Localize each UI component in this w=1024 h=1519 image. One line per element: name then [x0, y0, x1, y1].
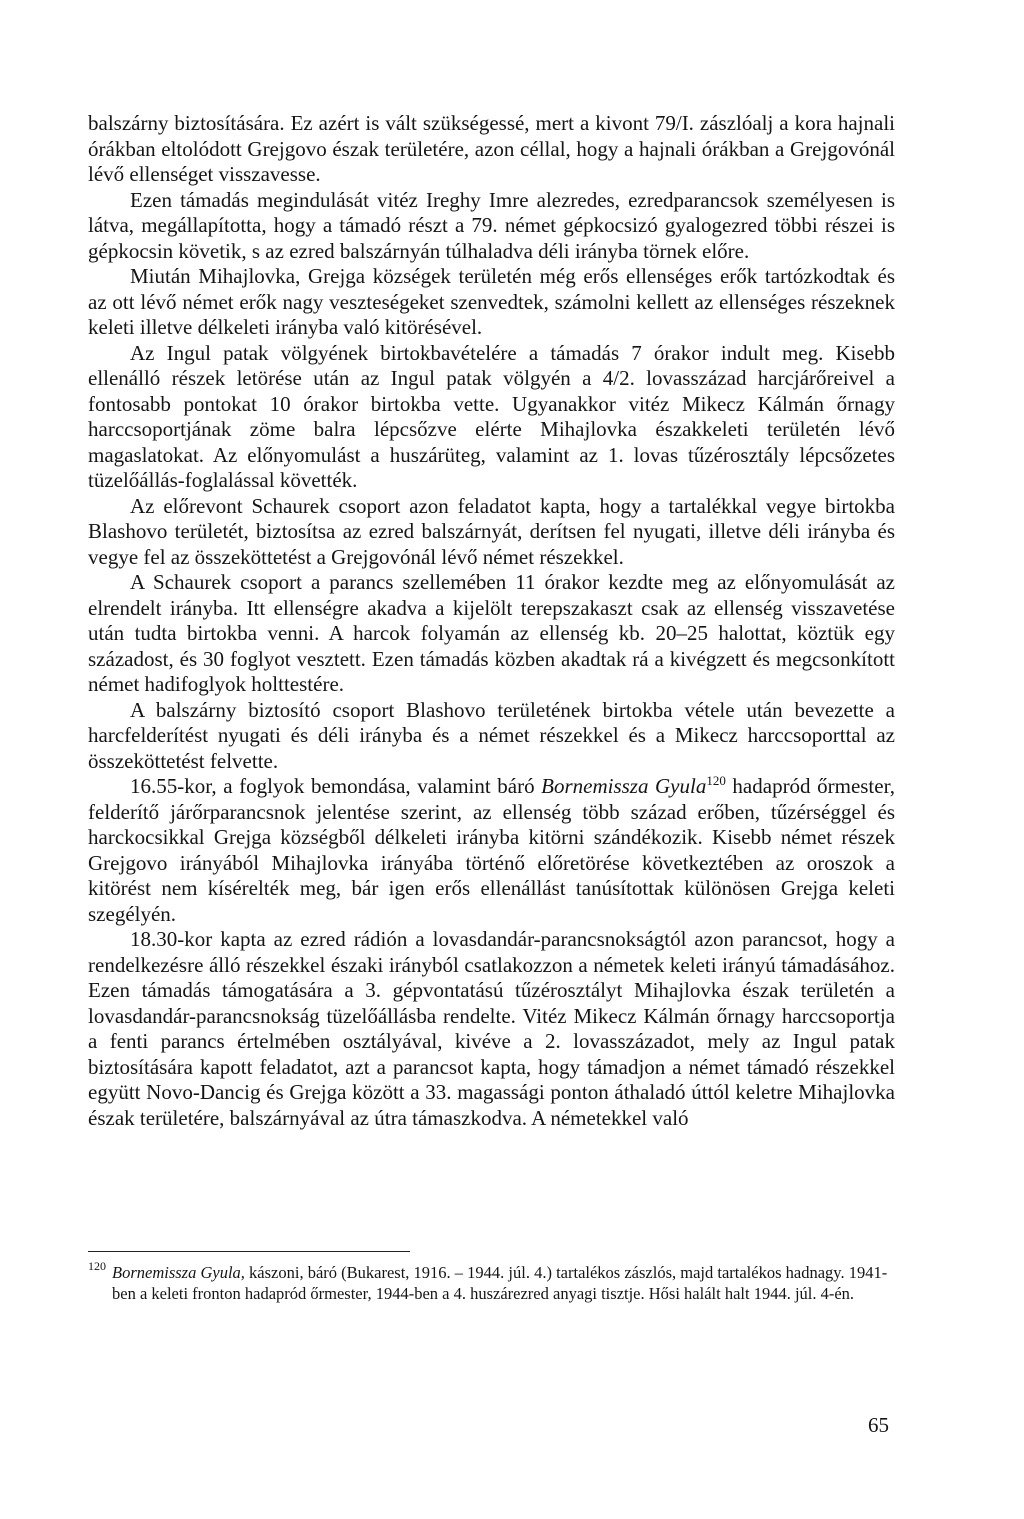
footnote-divider: [88, 1251, 410, 1252]
paragraph-2: Ezen támadás megindulását vitéz Ireghy Imre alezredes, ezredparancsok személyesen is látva, megállapította, hogy a támadó részt a 79. német gépkocsizó gyalogezred többi részei is gépkocsin követik, s az ezred balszárnyán túlhaladva déli irányba törnek előre.: [88, 187, 895, 263]
paragraph-8-text-before: 16.55-kor, a foglyok bemondása, valamint báró: [130, 774, 542, 798]
footnote-person-name: Bornemissza Gyula,: [112, 1263, 245, 1282]
footnote: [88, 1259, 895, 1304]
footnote-number: 120: [88, 1259, 106, 1273]
paragraph-1: balszárny biztosítására. Ez azért is vált szükségessé, mert a kivont 79/I. zászlóalj a kora hajnali órákban eltolódott Grejgovo észak területére, azon céllal, hogy a hajnali órákban a Grejgovónál lévő ellenséget visszavesse.: [88, 111, 895, 186]
paragraph-5: Az előrevont Schaurek csoport azon feladatot kapta, hogy a tartalékkal vegye birtokba Blashovo területét, biztosítsa az ezred balszárnyát, derítsen fel nyugati, illetve déli irányba és vegye fel az összeköttetést a Grejgovónál lévő német részekkel.: [88, 493, 895, 569]
page-number: 65: [868, 1413, 889, 1437]
paragraph-8: [88, 774, 895, 927]
paragraph-3: Miután Mihajlovka, Grejga községek területén még erős ellenséges erők tartózkodtak és az ott lévő német erők nagy veszteségeket szenvedtek, számolni kellett az ellenséges részeknek keleti illetve délkeleti irányba való kitörésével.: [88, 264, 895, 339]
paragraph-9: 18.30-kor kapta az ezred rádión a lovasdandár-parancsnokságtól azon parancsot, hogy a rendelkezésre álló részekkel északi irányból csatlakozzon a németek keleti irányú támadásához. Ezen támadás támogatására a 3. gépvontatású tűzérosztályt Mihajlovka észak területén a lovasdandár-parancsnokság tüzelőállásba rendelte. Vitéz Mikecz Kálmán őrnagy harccsoportja a fenti parancs értelmében osztályával, kivéve a 2. lovasszázadot, mely az Ingul patak biztosítására kapott feladatot, azt a parancsot kapta, hogy támadjon a német támadó részekkel együtt Novo-Dancig és Grejga között a 33. magassági ponton áthaladó úttól keletre Mihajlovka észak területére, balszárnyával az útra támaszkodva. A németekkel való: [88, 927, 895, 1130]
paragraph-7: A balszárny biztosító csoport Blashovo területének birtokba vétele után bevezette a harcfelderítést nyugati és déli irányba és a német részekkel és a Mikecz harccsoporttal az összeköttetést felvette.: [88, 697, 895, 773]
body-text: [88, 111, 895, 1131]
paragraph-8-text-after: hadapród őrmester, felderítő járőrparancsnok jelentése szerint, az ellenség több század erőben, tűzérséggel és harckocsikkal Grejga községből délkeleti irányba kitörni szándékozik. Kisebb német részek Grejgovo irányából Mihajlovka irányába történő előretörése következtében az oroszok a kitörést nem kísérelték meg, bár igen erős ellenállást tanúsítottak különösen Grejga keleti szegélyén.: [88, 774, 895, 926]
footnote-text: kászoni, báró (Bukarest, 1916. – 1944. júl. 4.) tartalékos zászlós, majd tartalékos hadnagy. 1941-ben a keleti fronton hadapród őrmester, 1944-ben a 4. huszárezred anyagi tisztje. Hősi halált halt 1944. júl. 4-én.: [112, 1263, 888, 1303]
paragraph-4: Az Ingul patak völgyének birtokbavételére a támadás 7 órakor indult meg. Kisebb ellenálló részek letörése után az Ingul patak völgyén a 4/2. lovasszázad harcjárőreivel a fontosabb pontokat 10 órakor birtokba vette. Ugyanakkor vitéz Mikecz Kálmán őrnagy harccsoportjának zöme balra lépcsőzve elérte Mihajlovka északkeleti területén lévő magaslatokat. Az előnyomulást a huszárüteg, valamint az 1. lovas tűzérosztály lépcsőzetes tüzelőállás-foglalással követték.: [88, 340, 895, 492]
person-name: Bornemissza Gyula: [541, 774, 707, 798]
paragraph-6: A Schaurek csoport a parancs szellemében 11 órakor kezdte meg az előnyomulását az elrendelt irányba. Itt ellenségre akadva a kijelölt terepszakaszt csak az ellenség visszavetése után tudta birtokba venni. A harcok folyamán az ellenség kb. 20–25 halottat, köztük egy századost, és 30 foglyot vesztett. Ezen támadás közben akadtak rá a kivégzett és megcsonkított német hadifoglyok holttestére.: [88, 570, 895, 696]
footnote-reference[interactable]: 120: [706, 773, 726, 788]
